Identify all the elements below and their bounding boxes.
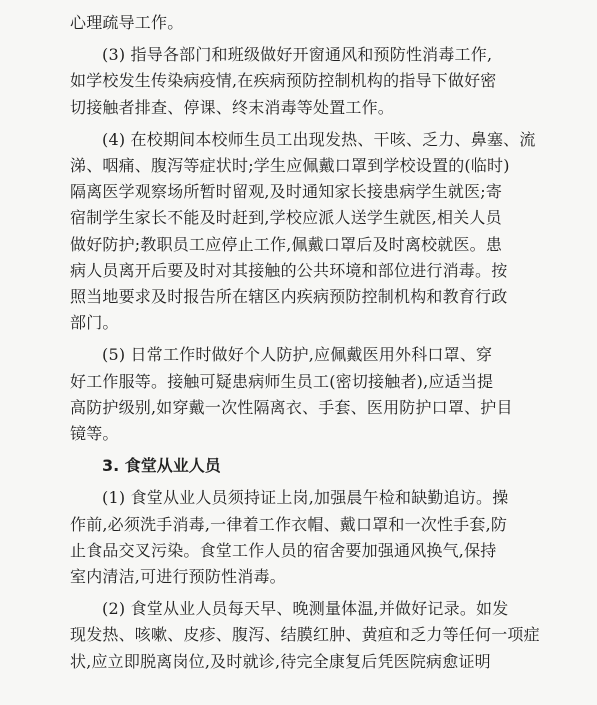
section-heading xyxy=(70,453,529,479)
text-line: 照当地要求及时报告所在辖区内疾病预防控制机构和教育行政 xyxy=(70,287,508,307)
text-line: 高防护级别,如穿戴一次性隔离衣、手套、医用防护口罩、护目 xyxy=(70,397,513,417)
paragraph-canteen-1 xyxy=(70,485,529,590)
text-line: 病人员离开后要及时对其接触的公共环境和部位进行消毒。按 xyxy=(70,260,508,280)
paragraph-continuation xyxy=(70,10,529,36)
text-line: 隔离医学观察场所暂时留观,及时通知家长接患病学生就医;寄 xyxy=(70,182,503,202)
paragraph-item-5 xyxy=(70,342,529,447)
text-line: 如学校发生传染病疫情,在疾病预防控制机构的指导下做好密 xyxy=(70,71,497,91)
text-line: 现发热、咳嗽、皮疹、腹泻、结膜红肿、黄疸和乏力等任何一项症 xyxy=(70,625,540,645)
text-line: (2) 食堂从业人员每天早、晚测量体温,并做好记录。如发 xyxy=(102,599,509,619)
section-3-heading: 3. 食堂从业人员 xyxy=(102,456,221,476)
text-line: 镜等。 xyxy=(70,424,119,444)
text-line: 好工作服等。接触可疑患病师生员工(密切接触者),应适当提 xyxy=(70,371,494,391)
text-line: 宿制学生家长不能及时赶到,学校应派人送学生就医,相关人员 xyxy=(70,208,502,228)
text-line: (1) 食堂从业人员须持证上岗,加强晨午检和缺勤追访。操 xyxy=(102,488,509,508)
text-line: 心理疏导工作。 xyxy=(70,13,184,32)
text-line: (3) 指导各部门和班级做好开窗通风和预防性消毒工作, xyxy=(102,45,493,65)
paragraph-item-3 xyxy=(70,42,529,121)
text-line: 止食品交叉污染。食堂工作人员的宿舍要加强通风换气,保持 xyxy=(70,540,497,560)
paragraph-item-4 xyxy=(70,127,536,337)
text-line: (5) 日常工作时做好个人防护,应佩戴医用外科口罩、穿 xyxy=(102,345,493,365)
paragraph-canteen-2 xyxy=(70,596,540,675)
text-line: (4) 在校期间本校师生员工出现发热、干咳、乏力、鼻塞、流 xyxy=(102,129,536,149)
text-line: 部门。 xyxy=(70,313,119,333)
text-line: 做好防护;教职员工应停止工作,佩戴口罩后及时离校就医。患 xyxy=(70,234,503,254)
text-line: 室内清洁,可进行预防性消毒。 xyxy=(70,567,286,587)
text-line: 状,应立即脱离岗位,及时就诊,待完全康复后凭医院病愈证明 xyxy=(70,651,491,671)
text-line: 切接触者排查、停课、终末消毒等处置工作。 xyxy=(70,97,395,117)
text-line: 作前,必须洗手消毒,一律着工作衣帽、戴口罩和一次性手套,防 xyxy=(70,514,508,534)
text-line: 涕、咽痛、腹泻等症状时;学生应佩戴口罩到学校设置的(临时) xyxy=(70,156,510,176)
